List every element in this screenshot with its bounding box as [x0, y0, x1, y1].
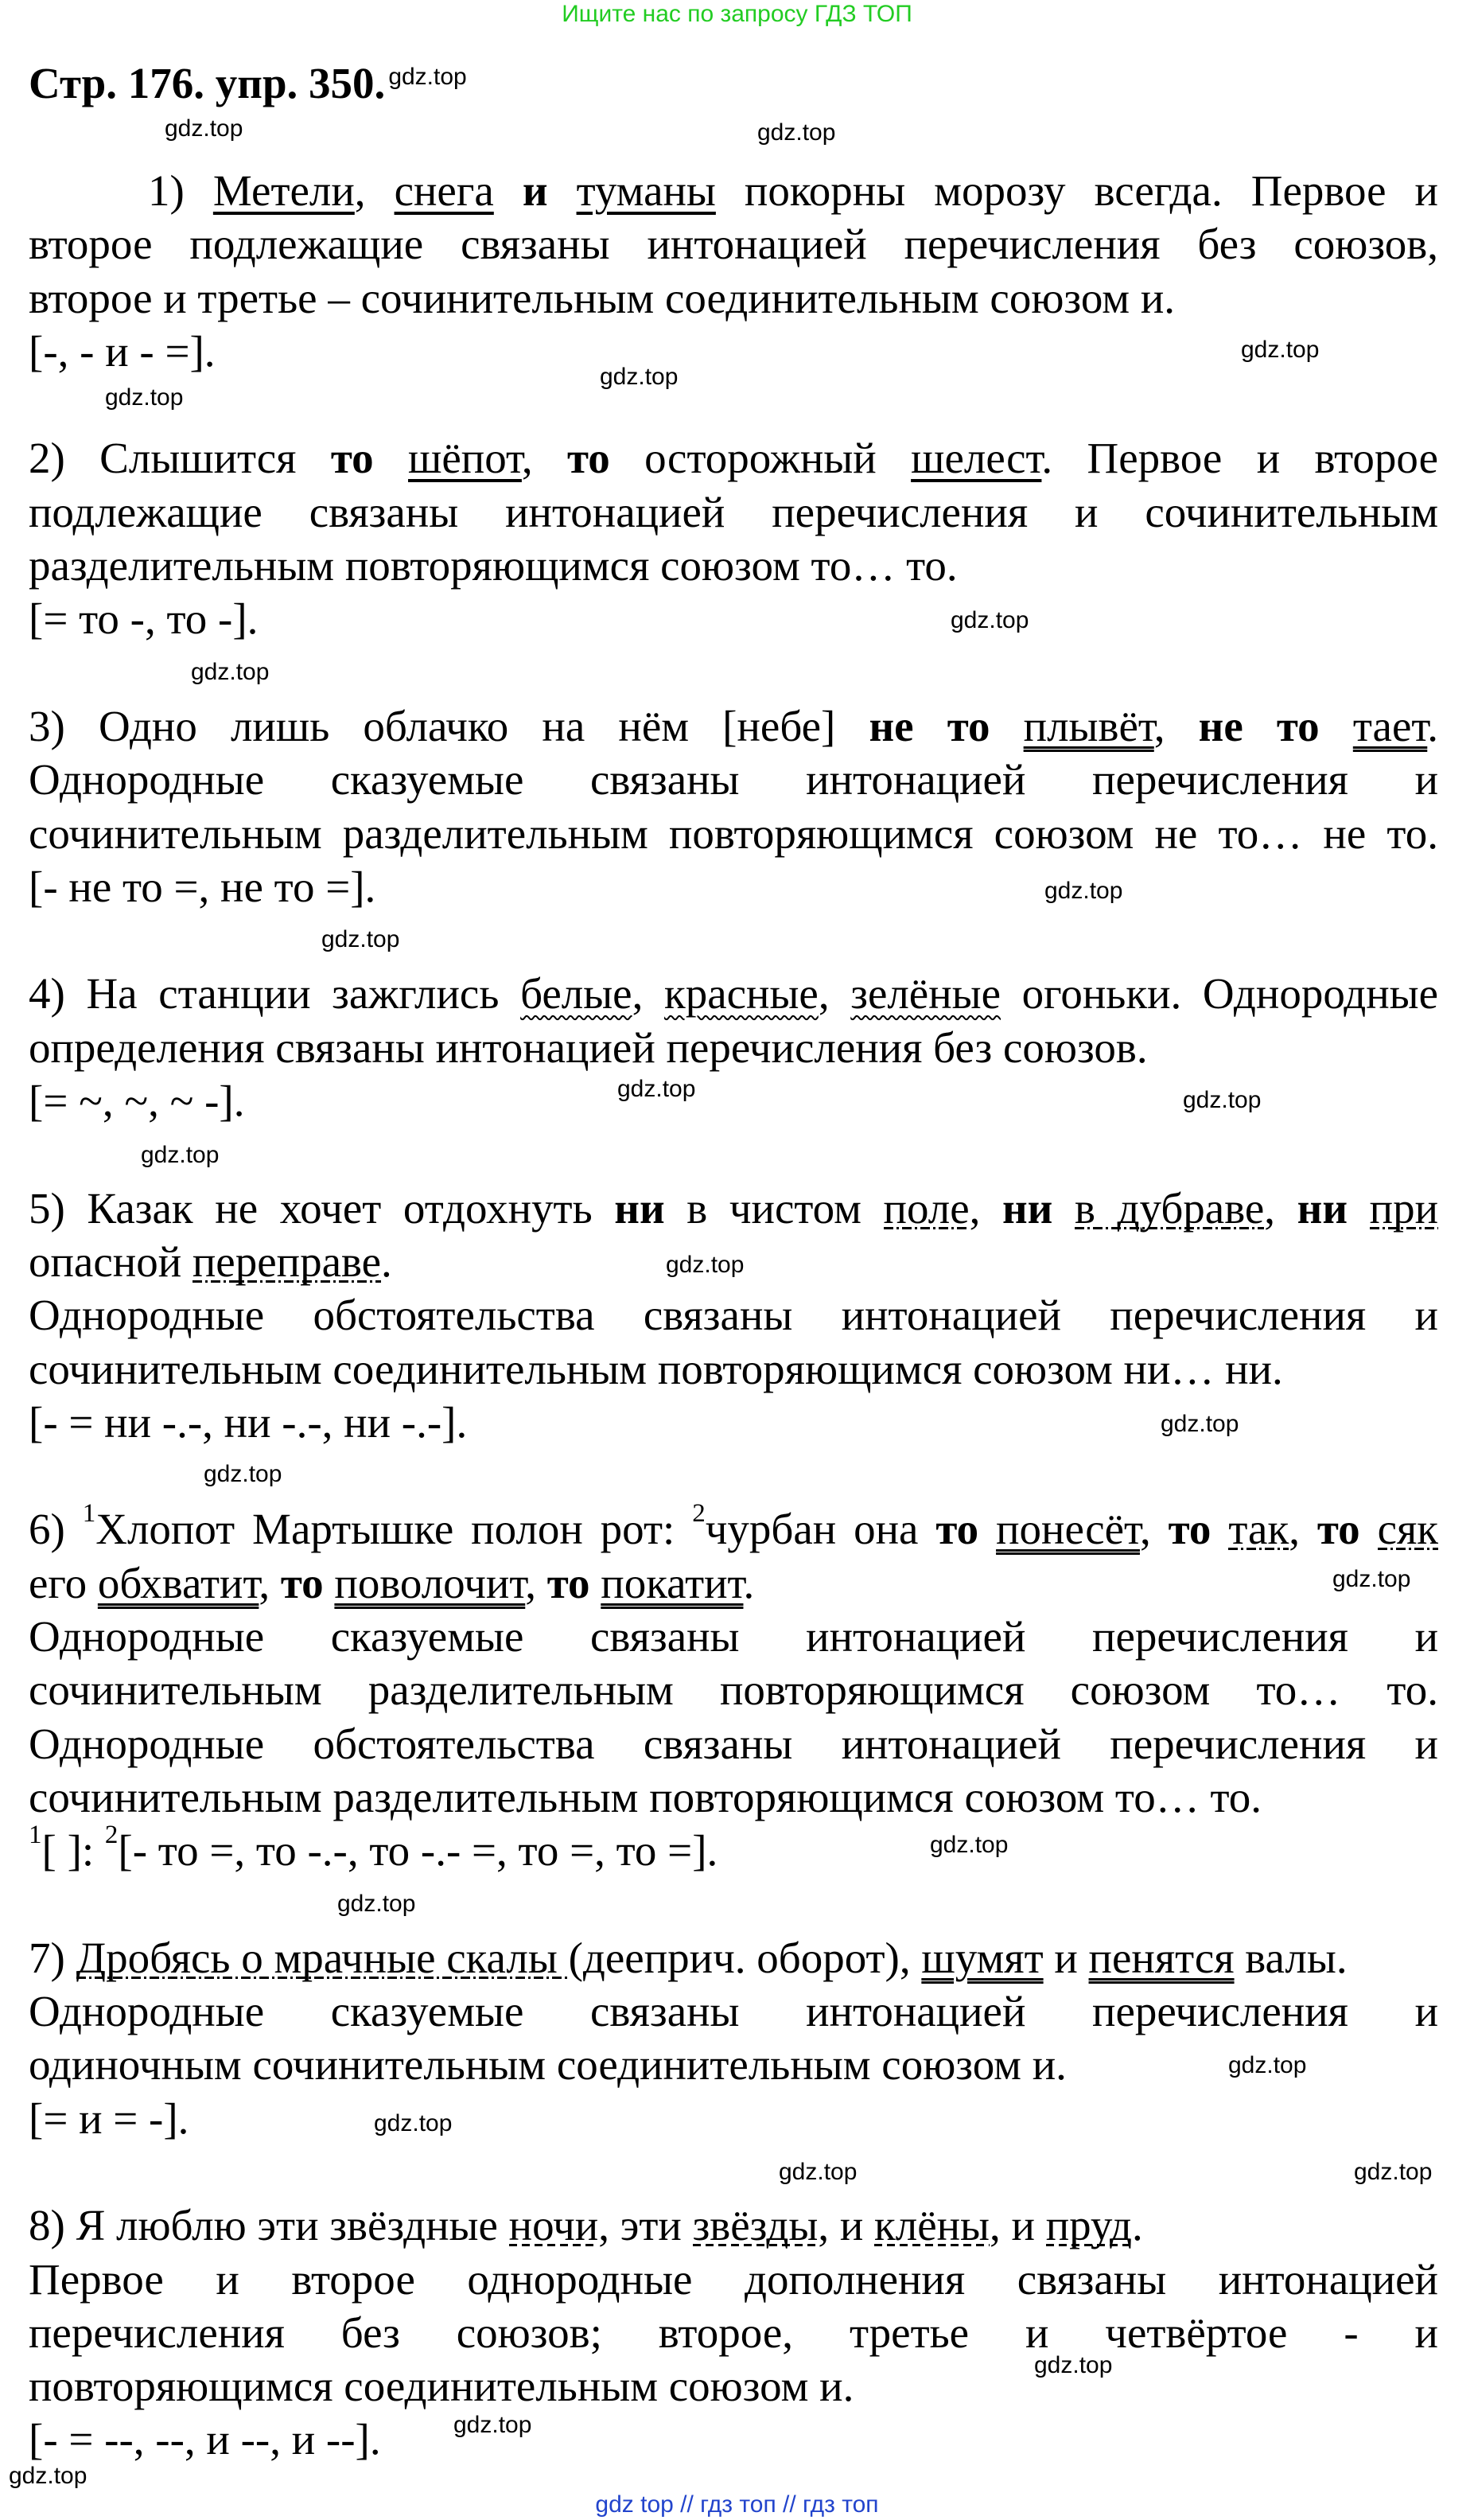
- text-segment: [= и = -].: [29, 2094, 189, 2143]
- text-line: [29, 860, 1438, 913]
- clause-number: 2: [692, 1499, 706, 1529]
- text-segment: , и: [990, 2201, 1046, 2250]
- watermark: gdz.top: [191, 659, 270, 685]
- text-segment: [ ]:: [41, 1826, 105, 1875]
- object-underlined: пруд: [1045, 2201, 1132, 2250]
- text-segment: опасной: [29, 1237, 193, 1286]
- search-banner: Ищите нас по запросу ГДЗ ТОП: [562, 1, 912, 27]
- watermark: gdz.top: [337, 1891, 416, 1917]
- predicate-underlined: шумят: [921, 1933, 1044, 1982]
- text-segment: [1348, 1184, 1370, 1233]
- text-segment: [590, 1559, 601, 1607]
- predicate-underlined: обхватит: [97, 1558, 259, 1607]
- text-segment: 1): [148, 166, 213, 215]
- predicate-underlined: тает: [1352, 701, 1428, 750]
- text-segment: ,: [632, 969, 664, 1019]
- text-segment: валы.: [1234, 1933, 1348, 1982]
- exercise-item-8: [29, 2199, 1438, 2466]
- text-segment: Однородные сказуемые связаны интонацией перечисления и: [29, 755, 1438, 804]
- text-segment: Однородные сказуемые связаны интонацией перечисления и: [29, 1612, 1438, 1661]
- text-line: [29, 1499, 1439, 1556]
- subject-underlined: шёпот: [408, 434, 522, 483]
- conjunction-bold: не то: [1198, 701, 1320, 750]
- text-line: [29, 325, 1438, 378]
- text-segment: [324, 1559, 335, 1607]
- text-segment: ,: [1139, 1505, 1169, 1554]
- text-segment: огоньки. Однородные: [1001, 969, 1439, 1019]
- text-segment: [978, 1505, 996, 1553]
- attribute-underlined: белые: [520, 969, 632, 1019]
- conjunction-bold: то: [1316, 1505, 1360, 1554]
- conjunction-bold: то: [1168, 1505, 1211, 1554]
- conjunction-bold: то: [330, 434, 374, 483]
- text-segment: Первое и второе однородные дополнения связаны интонацией: [29, 2254, 1438, 2304]
- adverbial-underlined: Дробясь о мрачные скалы: [76, 1933, 569, 1982]
- watermark: gdz.top: [757, 119, 836, 146]
- clause-number: 1: [82, 1499, 96, 1529]
- text-segment: разделительным повторяющимся союзом то… то.: [29, 541, 958, 590]
- text-segment: второе и третье – сочинительным соединительным союзом и.: [29, 273, 1176, 322]
- text-line: [29, 1770, 1438, 1824]
- predicate-underlined: пенятся: [1088, 1933, 1235, 1982]
- text-segment: [1360, 1505, 1378, 1553]
- text-segment: [- = --, --, и --, и --].: [29, 2415, 381, 2464]
- adverbial-underlined: сяк: [1377, 1505, 1439, 1554]
- watermark: gdz.top: [321, 926, 400, 952]
- text-line: [29, 699, 1438, 753]
- conjunction-bold: то: [546, 1558, 590, 1607]
- clause-number: 2: [104, 1821, 119, 1850]
- text-line: [29, 1931, 1438, 1984]
- clause-number: 1: [29, 1821, 42, 1850]
- text-line: [29, 1610, 1438, 1663]
- page-title: [29, 56, 467, 111]
- text-segment: 8) Я люблю эти звёздные: [29, 2201, 509, 2250]
- text-segment: [= то -, то -].: [29, 594, 259, 644]
- text-line: [29, 592, 1438, 645]
- text-segment: ,: [354, 166, 395, 215]
- subject-underlined: шелест: [911, 434, 1042, 483]
- conjunction-bold: ни: [614, 1183, 665, 1233]
- text-segment: второе подлежащие связаны интонацией перечисления без союзов,: [29, 220, 1438, 269]
- conjunction-bold: то: [935, 1505, 979, 1554]
- watermark: gdz.top: [1034, 2352, 1113, 2378]
- text-line: [29, 1182, 1438, 1235]
- watermark: gdz.top: [1354, 2159, 1433, 2185]
- text-segment: [1211, 1505, 1228, 1553]
- text-segment: сочинительным разделительным повторяющимся союзом не то… не то.: [29, 808, 1438, 858]
- text-segment: 7): [29, 1933, 76, 1982]
- watermark: gdz.top: [165, 115, 243, 142]
- text-segment: чурбан она: [705, 1505, 936, 1554]
- adverbial-underlined: в дубраве: [1074, 1183, 1265, 1233]
- text-line: [29, 431, 1438, 485]
- text-segment: (дееприч. оборот),: [568, 1933, 922, 1982]
- text-line: [29, 164, 1438, 217]
- watermark: gdz.top: [617, 1076, 696, 1102]
- watermark: gdz.top: [1161, 1411, 1239, 1437]
- text-segment: [990, 702, 1024, 750]
- predicate-underlined: покатит: [601, 1558, 744, 1607]
- text-segment: [1320, 702, 1353, 750]
- text-line: [29, 1821, 1438, 1877]
- adverbial-underlined: так: [1228, 1505, 1289, 1554]
- object-underlined: клёны: [874, 2201, 990, 2250]
- text-line: [29, 2359, 1438, 2413]
- adverbial-underlined: переправе: [192, 1237, 382, 1286]
- watermark: gdz.top: [204, 1461, 282, 1487]
- text-line: [29, 967, 1438, 1020]
- watermark: gdz.top: [374, 2110, 453, 2136]
- text-segment: ,: [525, 1558, 547, 1607]
- text-line: [29, 753, 1438, 806]
- watermark: gdz.top: [388, 64, 467, 90]
- watermark: gdz.top: [1044, 878, 1123, 904]
- text-line: [29, 1984, 1438, 2038]
- text-line: [29, 2199, 1438, 2252]
- text-segment: [374, 434, 408, 482]
- footer-links[interactable]: gdz top // гдз топ // гдз топ: [595, 2491, 879, 2518]
- object-underlined: ночи: [508, 2201, 599, 2250]
- text-segment: ,: [969, 1183, 1002, 1233]
- watermark: gdz.top: [600, 364, 679, 390]
- watermark: gdz.top: [951, 607, 1029, 633]
- text-segment: [- то =, то -.-, то -.- =, то =, то =].: [118, 1826, 718, 1875]
- watermark: gdz.top: [1241, 337, 1320, 363]
- text-segment: сочинительным соединительным повторяющимся союзом ни… ни.: [29, 1344, 1283, 1393]
- text-line: [29, 485, 1438, 539]
- text-line: [29, 1663, 1438, 1716]
- text-segment: [= ~, ~, ~ -].: [29, 1077, 245, 1126]
- text-segment: Однородные сказуемые связаны интонацией перечисления и: [29, 1987, 1438, 2036]
- text-line: [29, 807, 1438, 860]
- object-underlined: звёзды: [692, 2201, 819, 2250]
- exercise-item-1: [29, 164, 1438, 378]
- subject-underlined: туманы: [576, 166, 716, 215]
- text-segment: 4) На станции зажглись: [29, 969, 521, 1019]
- text-segment: его: [29, 1558, 98, 1607]
- text-segment: , эти: [598, 2201, 693, 2250]
- text-segment: ,: [1153, 701, 1199, 750]
- text-line: [29, 2306, 1438, 2359]
- exercise-item-7: [29, 1931, 1438, 2145]
- text-segment: одиночным сочинительным соединительным союзом и.: [29, 2040, 1067, 2090]
- text-segment: 3) Одно лишь облачко на нём [небе]: [29, 701, 869, 750]
- conjunction-bold: ни: [1001, 1183, 1053, 1233]
- text-segment: ,: [818, 969, 851, 1019]
- exercise-item-5: [29, 1182, 1438, 1449]
- watermark: gdz.top: [1332, 1566, 1411, 1592]
- text-line: [29, 271, 1438, 325]
- watermark: gdz.top: [141, 1142, 220, 1168]
- text-segment: .: [743, 1558, 755, 1607]
- title-text: Стр. 176. упр. 350.: [29, 59, 386, 107]
- attribute-underlined: красные: [663, 969, 819, 1019]
- text-segment: ,: [521, 434, 568, 483]
- text-line: [29, 1342, 1438, 1396]
- text-segment: сочинительным разделительным повторяющимся союзом то… то.: [29, 1772, 1262, 1821]
- attribute-underlined: зелёные: [850, 969, 1001, 1019]
- conjunction-bold: то: [567, 434, 610, 483]
- text-segment: осторожный: [609, 434, 912, 483]
- text-line: [29, 2253, 1438, 2306]
- text-segment: ,: [1264, 1183, 1297, 1233]
- text-segment: .: [381, 1237, 392, 1286]
- text-segment: 5) Казак не хочет отдохнуть: [29, 1183, 615, 1233]
- watermark: gdz.top: [453, 2412, 532, 2438]
- text-segment: Однородные обстоятельства связаны интонацией перечисления и: [29, 1719, 1438, 1768]
- text-segment: ,: [1289, 1505, 1317, 1554]
- subject-underlined: снега: [394, 166, 494, 215]
- text-segment: Хлопот Мартышке полон рот:: [95, 1505, 693, 1554]
- text-segment: в чистом: [664, 1183, 884, 1233]
- text-line: [29, 1717, 1438, 1770]
- predicate-underlined: поволочит: [334, 1558, 526, 1607]
- text-line: [29, 2092, 1438, 2145]
- text-segment: [- = ни -.-, ни -.-, ни -.-].: [29, 1397, 468, 1447]
- text-line: [29, 2413, 1438, 2466]
- text-segment: .: [1427, 701, 1439, 750]
- text-line: [29, 1556, 1438, 1610]
- text-line: [29, 1288, 1438, 1342]
- watermark: gdz.top: [779, 2159, 858, 2185]
- conjunction-bold: и: [522, 166, 548, 215]
- conjunction-bold: не то: [869, 701, 990, 750]
- text-segment: [- не то =, не то =].: [29, 862, 376, 911]
- adverbial-underlined: при: [1369, 1183, 1439, 1233]
- text-segment: Однородные обстоятельства связаны интонацией перечисления и: [29, 1291, 1438, 1340]
- exercise-item-2: [29, 431, 1438, 645]
- watermark: gdz.top: [930, 1832, 1009, 1858]
- watermark: gdz.top: [1228, 2052, 1307, 2078]
- text-segment: 6): [29, 1505, 83, 1554]
- text-segment: . Первое и второе: [1041, 434, 1439, 483]
- adverbial-underlined: поле: [883, 1183, 970, 1233]
- text-segment: определения связаны интонацией перечисления без союзов.: [29, 1022, 1148, 1072]
- exercise-item-6: [29, 1499, 1439, 1877]
- text-segment: повторяющимся соединительным союзом и.: [29, 2362, 854, 2411]
- text-segment: перечисления без союзов; второе, третье и четвёртое - и: [29, 2308, 1438, 2357]
- text-segment: [-, - и - =].: [29, 326, 216, 376]
- text-segment: [1052, 1184, 1075, 1233]
- predicate-underlined: понесёт: [996, 1505, 1140, 1554]
- text-segment: 2) Слышится: [29, 434, 331, 483]
- text-segment: .: [1131, 2201, 1143, 2250]
- text-segment: подлежащие связаны интонацией перечисления и сочинительным: [29, 487, 1438, 536]
- text-segment: , и: [818, 2201, 875, 2250]
- text-segment: ,: [259, 1558, 281, 1607]
- watermark: gdz.top: [666, 1252, 745, 1278]
- watermark: gdz.top: [1183, 1087, 1262, 1113]
- text-segment: [494, 166, 523, 215]
- watermark: gdz.top: [105, 384, 184, 411]
- text-line: [29, 1021, 1438, 1074]
- exercise-item-3: [29, 699, 1438, 913]
- conjunction-bold: то: [280, 1558, 324, 1607]
- subject-underlined: Метели: [212, 166, 355, 215]
- text-line: [29, 217, 1438, 271]
- text-line: [29, 2038, 1438, 2091]
- conjunction-bold: ни: [1297, 1183, 1348, 1233]
- text-line: [29, 539, 1438, 592]
- text-segment: сочинительным разделительным повторяющимся союзом то… то.: [29, 1665, 1438, 1715]
- answer-body: [29, 164, 1438, 2520]
- text-segment: и: [1043, 1933, 1089, 1982]
- text-segment: [548, 166, 577, 215]
- predicate-underlined: плывёт: [1023, 701, 1154, 750]
- text-segment: покорны морозу всегда. Первое и: [715, 166, 1438, 215]
- watermark: gdz.top: [9, 2463, 88, 2489]
